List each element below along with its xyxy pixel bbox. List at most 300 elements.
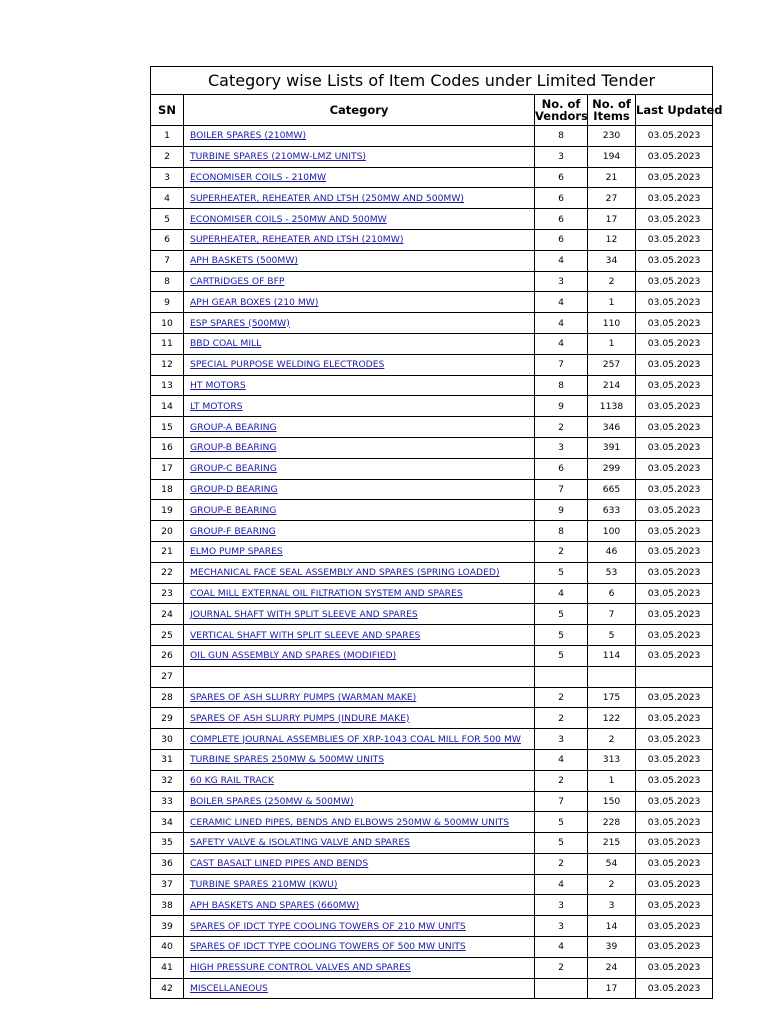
row-vendors [535,978,588,999]
row-category-cell [184,188,535,209]
row-vendors: 4 [535,937,588,958]
row-category-cell [184,354,535,375]
row-last-updated: 03.05.2023 [636,583,713,604]
row-last-updated: 03.05.2023 [636,333,713,354]
row-last-updated: 03.05.2023 [636,521,713,542]
row-sn: 11 [151,333,184,354]
row-vendors: 2 [535,417,588,438]
table-row [151,292,713,313]
table-row [151,375,713,396]
row-category-cell [184,957,535,978]
row-vendors: 9 [535,396,588,417]
row-vendors: 6 [535,188,588,209]
table-row [151,479,713,500]
table-row [151,957,713,978]
row-category-cell [184,978,535,999]
category-link[interactable]: LT MOTORS [190,400,243,412]
row-items [588,666,636,687]
category-link[interactable]: JOURNAL SHAFT WITH SPLIT SLEEVE AND SPARES [190,608,418,620]
row-vendors: 5 [535,833,588,854]
header-items [588,95,636,126]
row-last-updated: 03.05.2023 [636,229,713,250]
table-row [151,666,713,687]
category-link[interactable]: SPARES OF ASH SLURRY PUMPS (INDURE MAKE) [190,712,410,724]
row-category-cell [184,437,535,458]
row-vendors: 5 [535,645,588,666]
table-row [151,708,713,729]
category-link[interactable]: GROUP-D BEARING [190,483,278,495]
row-items: 230 [588,126,636,147]
row-sn: 15 [151,417,184,438]
category-link[interactable]: 60 KG RAIL TRACK [190,775,274,787]
row-sn: 9 [151,292,184,313]
table-row [151,417,713,438]
row-items: 53 [588,562,636,583]
row-category-cell [184,583,535,604]
row-items: 21 [588,167,636,188]
row-category-cell [184,833,535,854]
row-items: 46 [588,541,636,562]
table-row [151,541,713,562]
row-sn: 21 [151,541,184,562]
row-vendors: 3 [535,895,588,916]
row-sn: 4 [151,188,184,209]
row-sn: 36 [151,853,184,874]
row-items: 633 [588,500,636,521]
row-last-updated: 03.05.2023 [636,146,713,167]
table-row [151,271,713,292]
table-row [151,625,713,646]
row-items: 2 [588,874,636,895]
row-vendors: 2 [535,770,588,791]
row-vendors: 5 [535,604,588,625]
row-vendors: 6 [535,458,588,479]
row-sn: 40 [151,937,184,958]
row-sn: 24 [151,604,184,625]
row-vendors: 5 [535,812,588,833]
row-category-cell [184,313,535,334]
row-items: 346 [588,417,636,438]
category-link[interactable]: SPARES OF IDCT TYPE COOLING TOWERS OF 210 MW UNITS [190,920,466,932]
row-category-cell [184,853,535,874]
row-items: 1 [588,770,636,791]
row-sn: 19 [151,500,184,521]
row-sn: 7 [151,250,184,271]
row-sn: 12 [151,354,184,375]
row-category-cell [184,479,535,500]
table-row [151,583,713,604]
row-last-updated: 03.05.2023 [636,895,713,916]
category-link[interactable]: APH BASKETS AND SPARES (660MW) [190,899,360,911]
table-row [151,250,713,271]
row-last-updated: 03.05.2023 [636,417,713,438]
row-items: 39 [588,937,636,958]
category-link[interactable]: VERTICAL SHAFT WITH SPLIT SLEEVE AND SPARES [190,629,421,641]
row-vendors: 2 [535,853,588,874]
row-last-updated: 03.05.2023 [636,271,713,292]
table-row [151,209,713,230]
table-row [151,937,713,958]
row-last-updated: 03.05.2023 [636,562,713,583]
row-category-cell [184,666,535,687]
row-vendors: 9 [535,500,588,521]
row-category-cell [184,396,535,417]
row-last-updated: 03.05.2023 [636,625,713,646]
table-row [151,978,713,999]
row-items: 257 [588,354,636,375]
row-sn: 14 [151,396,184,417]
row-last-updated: 03.05.2023 [636,708,713,729]
row-last-updated: 03.05.2023 [636,770,713,791]
category-link[interactable]: CAST BASALT LINED PIPES AND BENDS [190,858,369,870]
row-last-updated: 03.05.2023 [636,209,713,230]
row-vendors: 7 [535,354,588,375]
row-category-cell [184,937,535,958]
row-category-cell [184,375,535,396]
row-sn: 39 [151,916,184,937]
row-items: 299 [588,458,636,479]
row-sn: 16 [151,437,184,458]
category-link[interactable]: GROUP-B BEARING [190,442,277,454]
row-category-cell [184,604,535,625]
row-sn: 30 [151,729,184,750]
row-sn: 3 [151,167,184,188]
category-link[interactable]: COMPLETE JOURNAL ASSEMBLIES OF XRP-1043 COAL MILL FOR 500 MW [190,733,521,745]
row-category-cell [184,749,535,770]
row-vendors: 3 [535,916,588,937]
header-items-line2: Items [593,109,630,123]
item-codes-sheet [150,66,723,999]
row-vendors: 7 [535,791,588,812]
row-items: 391 [588,437,636,458]
row-last-updated: 03.05.2023 [636,396,713,417]
row-category-cell [184,687,535,708]
row-vendors: 2 [535,708,588,729]
row-items: 1 [588,292,636,313]
row-items: 1138 [588,396,636,417]
category-link[interactable]: COAL MILL EXTERNAL OIL FILTRATION SYSTEM AND SPARES [190,587,463,599]
table-row [151,853,713,874]
row-items: 2 [588,271,636,292]
row-last-updated: 03.05.2023 [636,500,713,521]
category-link[interactable]: CERAMIC LINED PIPES, BENDS AND ELBOWS 250MW & 500MW UNITS [190,816,510,828]
row-sn: 35 [151,833,184,854]
row-sn: 31 [151,749,184,770]
table-row [151,126,713,147]
row-sn: 37 [151,874,184,895]
row-vendors: 4 [535,583,588,604]
row-items: 665 [588,479,636,500]
row-items: 114 [588,645,636,666]
row-sn: 25 [151,625,184,646]
row-sn: 38 [151,895,184,916]
row-sn: 34 [151,812,184,833]
row-last-updated: 03.05.2023 [636,833,713,854]
row-last-updated: 03.05.2023 [636,437,713,458]
row-category-cell [184,916,535,937]
row-sn: 10 [151,313,184,334]
row-vendors: 3 [535,271,588,292]
row-last-updated: 03.05.2023 [636,458,713,479]
row-sn: 6 [151,229,184,250]
category-link[interactable]: HIGH PRESSURE CONTROL VALVES AND SPARES [190,962,411,974]
category-link[interactable]: SUPERHEATER, REHEATER AND LTSH (250MW AND 500MW) [190,192,465,204]
row-vendors: 8 [535,126,588,147]
row-category-cell [184,229,535,250]
row-items: 110 [588,313,636,334]
row-category-cell [184,458,535,479]
row-last-updated: 03.05.2023 [636,126,713,147]
row-last-updated: 03.05.2023 [636,292,713,313]
row-category-cell [184,645,535,666]
row-vendors: 6 [535,167,588,188]
row-items: 3 [588,895,636,916]
row-category-cell [184,895,535,916]
row-category-cell [184,333,535,354]
table-row [151,791,713,812]
category-link[interactable]: GROUP-C BEARING [190,463,277,475]
row-items: 27 [588,188,636,209]
category-link[interactable]: ESP SPARES (500MW) [190,317,290,329]
row-last-updated: 03.05.2023 [636,916,713,937]
row-vendors: 5 [535,562,588,583]
table-row [151,833,713,854]
row-category-cell [184,874,535,895]
table-row [151,313,713,334]
row-items: 54 [588,853,636,874]
row-category-cell [184,708,535,729]
table-row [151,729,713,750]
row-items: 17 [588,209,636,230]
row-sn: 8 [151,271,184,292]
table-row [151,645,713,666]
row-sn: 22 [151,562,184,583]
table-title: Category wise Lists of Item Codes under Limited Tender [151,67,713,95]
category-link[interactable]: SPARES OF ASH SLURRY PUMPS (WARMAN MAKE) [190,691,417,703]
row-items: 228 [588,812,636,833]
category-link[interactable]: GROUP-A BEARING [190,421,277,433]
row-last-updated: 03.05.2023 [636,749,713,770]
category-link[interactable]: SAFETY VALVE & ISOLATING VALVE AND SPARES [190,837,410,849]
row-last-updated: 03.05.2023 [636,812,713,833]
row-category-cell [184,770,535,791]
category-link[interactable]: GROUP-E BEARING [190,504,277,516]
row-items: 122 [588,708,636,729]
row-vendors: 6 [535,229,588,250]
row-last-updated: 03.05.2023 [636,937,713,958]
row-category-cell [184,292,535,313]
table-row [151,770,713,791]
category-link[interactable]: APH GEAR BOXES (210 MW) [190,296,319,308]
table-row [151,188,713,209]
row-last-updated: 03.05.2023 [636,188,713,209]
row-category-cell [184,541,535,562]
row-vendors: 2 [535,541,588,562]
row-items: 194 [588,146,636,167]
row-vendors: 7 [535,479,588,500]
table-body [151,126,713,999]
row-items: 313 [588,749,636,770]
row-items: 5 [588,625,636,646]
row-category-cell [184,250,535,271]
category-link[interactable]: BOILER SPARES (210MW) [190,130,307,142]
table-row [151,562,713,583]
row-sn: 18 [151,479,184,500]
row-sn: 41 [151,957,184,978]
table-row [151,458,713,479]
row-items: 1 [588,333,636,354]
table-row [151,687,713,708]
category-link[interactable]: TURBINE SPARES 250MW & 500MW UNITS [190,754,385,766]
category-link[interactable]: SPARES OF IDCT TYPE COOLING TOWERS OF 500 MW UNITS [190,941,466,953]
table-row [151,916,713,937]
row-sn: 33 [151,791,184,812]
row-vendors: 4 [535,749,588,770]
table-row [151,500,713,521]
row-last-updated: 03.05.2023 [636,354,713,375]
row-sn: 29 [151,708,184,729]
header-items-line1: No. of [592,97,631,111]
row-items: 14 [588,916,636,937]
row-items: 24 [588,957,636,978]
row-vendors: 2 [535,687,588,708]
row-vendors: 3 [535,729,588,750]
row-category-cell [184,500,535,521]
row-last-updated: 03.05.2023 [636,978,713,999]
header-vendors [535,95,588,126]
table-row [151,604,713,625]
row-vendors: 4 [535,313,588,334]
row-vendors: 8 [535,375,588,396]
table-row [151,874,713,895]
row-last-updated: 03.05.2023 [636,853,713,874]
category-link[interactable]: OIL GUN ASSEMBLY AND SPARES (MODIFIED) [190,650,397,662]
category-link[interactable]: TURBINE SPARES 210MW (KWU) [190,879,338,891]
row-items: 17 [588,978,636,999]
row-category-cell [184,729,535,750]
category-link[interactable]: BOILER SPARES (250MW & 500MW) [190,795,354,807]
table-row [151,437,713,458]
row-category-cell [184,126,535,147]
category-link[interactable]: ECONOMISER COILS - 250MW AND 500MW [190,213,387,225]
row-vendors: 6 [535,209,588,230]
category-link[interactable]: BBD COAL MILL [190,338,262,350]
table-row [151,354,713,375]
row-sn: 20 [151,521,184,542]
header-vendors-line1: No. of [541,97,581,111]
category-link[interactable]: GROUP-F BEARING [190,525,276,537]
row-items: 7 [588,604,636,625]
category-table [150,66,723,999]
row-vendors: 3 [535,437,588,458]
row-vendors: 5 [535,625,588,646]
row-last-updated: 03.05.2023 [636,375,713,396]
category-link[interactable]: ELMO PUMP SPARES [190,546,283,558]
row-items: 175 [588,687,636,708]
row-last-updated: 03.05.2023 [636,791,713,812]
table-row [151,812,713,833]
category-link[interactable]: HT MOTORS [190,379,246,391]
category-link[interactable]: ECONOMISER COILS - 210MW [190,171,327,183]
row-category-cell [184,791,535,812]
row-category-cell [184,167,535,188]
row-vendors [535,666,588,687]
row-items: 150 [588,791,636,812]
row-category-cell [184,271,535,292]
table-row [151,229,713,250]
category-link[interactable]: CARTRIDGES OF BFP [190,275,285,287]
row-vendors: 4 [535,292,588,313]
header-category: Category [184,95,535,126]
row-last-updated: 03.05.2023 [636,479,713,500]
row-sn: 5 [151,209,184,230]
row-sn: 27 [151,666,184,687]
row-items: 2 [588,729,636,750]
row-items: 100 [588,521,636,542]
row-vendors: 8 [535,521,588,542]
category-link[interactable]: TURBINE SPARES (210MW-LMZ UNITS) [190,151,367,163]
row-sn: 17 [151,458,184,479]
category-link[interactable]: SPECIAL PURPOSE WELDING ELECTRODES [190,359,385,371]
table-row [151,333,713,354]
row-category-cell [184,521,535,542]
row-last-updated: 03.05.2023 [636,313,713,334]
category-link[interactable]: MISCELLANEOUS [190,983,268,995]
table-row [151,895,713,916]
row-category-cell [184,209,535,230]
row-category-cell [184,562,535,583]
header-last-updated: Last Updated [636,95,713,126]
row-last-updated: 03.05.2023 [636,687,713,708]
row-sn: 42 [151,978,184,999]
table-row [151,167,713,188]
row-last-updated: 03.05.2023 [636,957,713,978]
row-sn: 1 [151,126,184,147]
table-row [151,146,713,167]
row-items: 214 [588,375,636,396]
row-category-cell [184,625,535,646]
row-category-cell [184,146,535,167]
row-items: 12 [588,229,636,250]
category-link[interactable]: MECHANICAL FACE SEAL ASSEMBLY AND SPARES (SPRING LOADED) [190,567,500,579]
row-vendors: 4 [535,874,588,895]
row-vendors: 4 [535,333,588,354]
row-last-updated: 03.05.2023 [636,541,713,562]
category-link[interactable]: APH BASKETS (500MW) [190,255,298,267]
row-items: 34 [588,250,636,271]
row-vendors: 3 [535,146,588,167]
table-row [151,521,713,542]
category-link[interactable]: SUPERHEATER, REHEATER AND LTSH (210MW) [190,234,404,246]
table-row [151,396,713,417]
row-category-cell [184,812,535,833]
row-category-cell [184,417,535,438]
row-last-updated: 03.05.2023 [636,874,713,895]
row-vendors: 2 [535,957,588,978]
row-items: 6 [588,583,636,604]
row-sn: 13 [151,375,184,396]
row-sn: 32 [151,770,184,791]
row-last-updated: 03.05.2023 [636,167,713,188]
row-sn: 23 [151,583,184,604]
row-sn: 2 [151,146,184,167]
row-items: 215 [588,833,636,854]
row-last-updated: 03.05.2023 [636,645,713,666]
row-last-updated: 03.05.2023 [636,729,713,750]
table-row [151,749,713,770]
row-vendors: 4 [535,250,588,271]
row-sn: 26 [151,645,184,666]
